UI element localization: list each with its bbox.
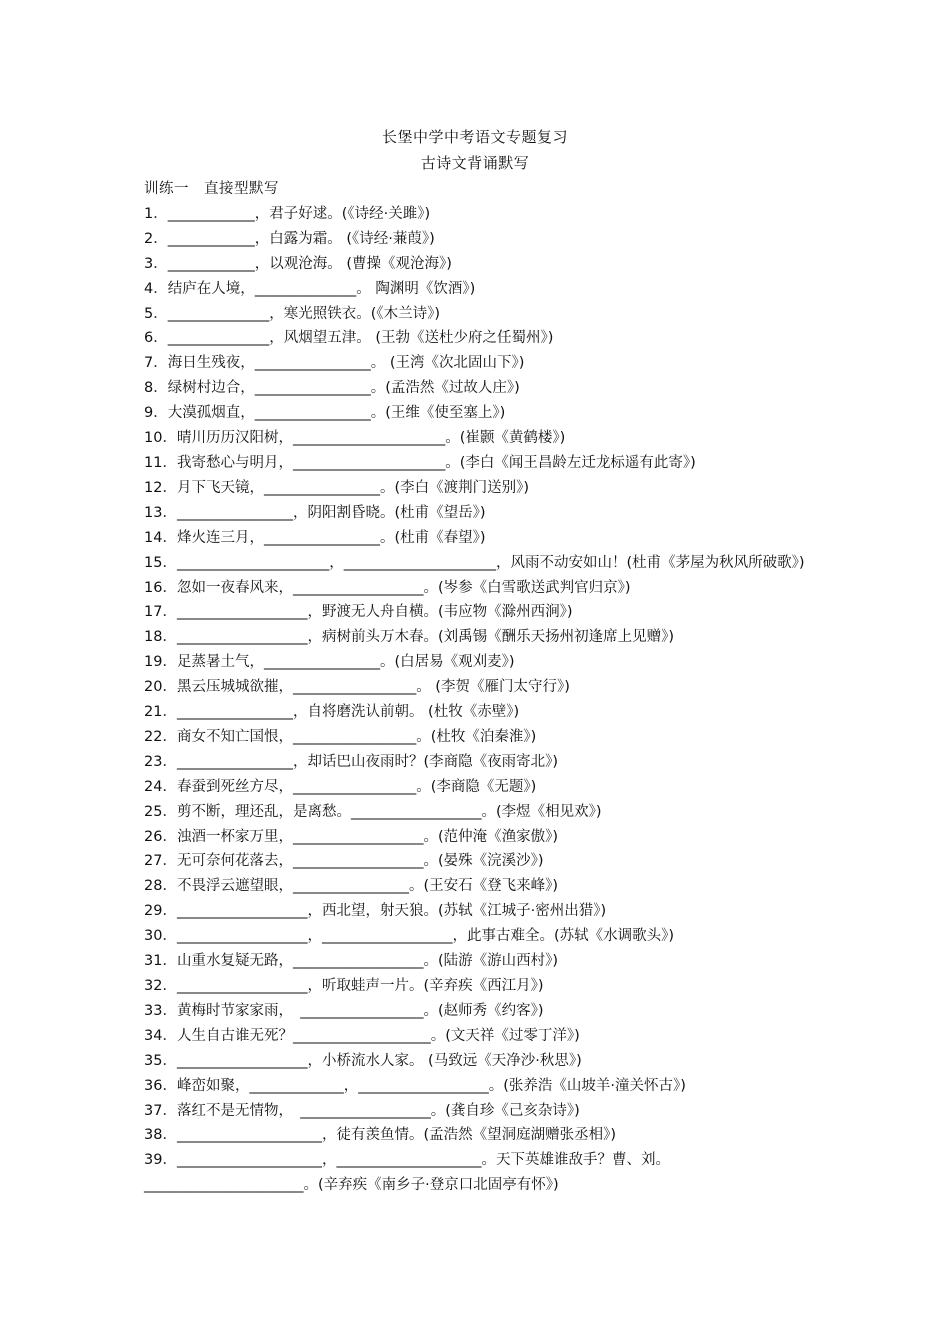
exercise-item: 37．落红不是无情物， __________________。(龚自珍《己亥杂诗》) [144, 1102, 580, 1119]
exercise-item: 32．__________________，听取蛙声一片。(辛弃疾《西江月》) [144, 978, 544, 994]
exercise-item: 17．__________________，野渡无人舟自横。(韦应物《滁州西涧》) [144, 604, 573, 621]
exercise-item: 3．____________，以观沧海。 (曹操《观沧海》) [144, 255, 452, 272]
exercise-item: 2．____________，白露为霜。 (《诗经·蒹葭》) [144, 230, 435, 247]
exercise-item: 27．无可奈何花落去，__________________。(晏殊《浣溪沙》) [144, 853, 544, 870]
exercise-item: 12．月下飞天镜，________________。(李白《渡荆门送别》) [144, 479, 530, 496]
exercise-item: 29．__________________，西北望，射天狼。(苏轼《江城子·密州出猎》) [144, 903, 607, 920]
exercise-item: 13．________________，阴阳割昏晓。(杜甫《望岳》) [144, 504, 486, 521]
document-title: 长堡中学中考语文专题复习 [381, 128, 568, 146]
exercise-item: 28．不畏浮云遮望眼，________________。(王安石《登飞来峰》) [144, 878, 559, 895]
exercise-item: 6．______________，风烟望五津。 (王勃《送杜少府之任蜀州》) [144, 330, 554, 347]
exercise-item: 4．结庐在人境，______________。 陶渊明《饮酒》) [144, 280, 476, 297]
document-subtitle: 古诗文背诵默写 [420, 154, 530, 172]
section-heading: 训练一 直接型默写 [144, 181, 279, 197]
exercise-item: 21．________________，自将磨洗认前朝。 (杜牧《赤壁》) [144, 704, 520, 721]
exercise-item: 34．人生自古谁无死？___________________。(文天祥《过零丁洋》) [144, 1027, 580, 1044]
exercise-item: 18．__________________，病树前头万木春。(刘禹锡《酬乐天扬州初逢席上见赠》) [144, 629, 675, 646]
exercise-item: 1．____________，君子好逑。(《诗经·关雎》) [144, 205, 431, 222]
exercise-item: 36．峰峦如聚，_____________，__________________。(张养浩《山坡羊·潼关怀古》) [144, 1077, 686, 1094]
exercise-item: 16．忽如一夜春风来，__________________。(岑参《白雪歌送武判官归京》) [144, 579, 631, 596]
exercise-item: 23．________________，却话巴山夜雨时？(李商隐《夜雨寄北》) [144, 753, 559, 770]
exercise-item: 22．商女不知亡国恨，_________________。(杜牧《泊秦淮》) [144, 728, 537, 745]
exercise-item: 10．晴川历历汉阳树，_____________________。(崔颢《黄鹤楼》) [144, 430, 566, 447]
exercise-item: 35．__________________，小桥流水人家。 (马致远《天净沙·秋思》) [144, 1052, 582, 1069]
exercise-item: 38．____________________，徒有羡鱼情。(孟浩然《望洞庭湖赠张丞相》) [144, 1127, 617, 1144]
exercise-item: 9．大漠孤烟直，________________。(王维《使至塞上》) [144, 405, 506, 422]
exercise-content [144, 177, 814, 1198]
exercise-item: 15．_____________________，_____________________，风雨不动安如山！(杜甫《茅屋为秋风所破歌》) [144, 554, 805, 571]
exercise-item: 19．足蒸暑土气，________________。(白居易《观刈麦》) [144, 654, 515, 671]
exercise-item: 26．浊酒一杯家万里，__________________。(范仲淹《渔家傲》) [144, 828, 559, 845]
exercise-item: 5．______________，寒光照铁衣。(《木兰诗》) [144, 305, 441, 322]
exercise-item: 30．__________________，__________________，此事古难全。(苏轼《水调歌头》) [144, 928, 675, 945]
exercise-item: 24．春蚕到死丝方尽，_________________。(李商隐《无题》) [144, 778, 537, 795]
exercise-item: 11．我寄愁心与明月，_____________________。(李白《闻王昌龄左迁龙标遥有此寄》) [144, 454, 696, 471]
exercise-item: 25．剪不断，理还乱，是离愁。__________________。(李煜《相见欢》) [144, 803, 602, 820]
exercise-item: 39．____________________，____________________。天下英雄谁敌手？曹、刘。______________________。(辛弃疾《南乡子·登京口北固亭有怀》) [144, 1152, 670, 1194]
exercise-item: 20．黑云压城城欲摧，_________________。 (李贺《雁门太守行》) [144, 679, 570, 696]
exercise-item: 7．海日生残夜，________________。 (王湾《次北固山下》) [144, 355, 525, 372]
exercise-item: 33．黄梅时节家家雨， _________________。(赵师秀《约客》) [144, 1002, 544, 1019]
exercise-item: 31．山重水复疑无路，__________________。(陆游《游山西村》) [144, 953, 559, 970]
exercise-item: 14．烽火连三月，________________。(杜甫《春望》) [144, 529, 486, 546]
exercise-item: 8．绿树村边合，________________。(孟浩然《过故人庄》) [144, 380, 520, 397]
